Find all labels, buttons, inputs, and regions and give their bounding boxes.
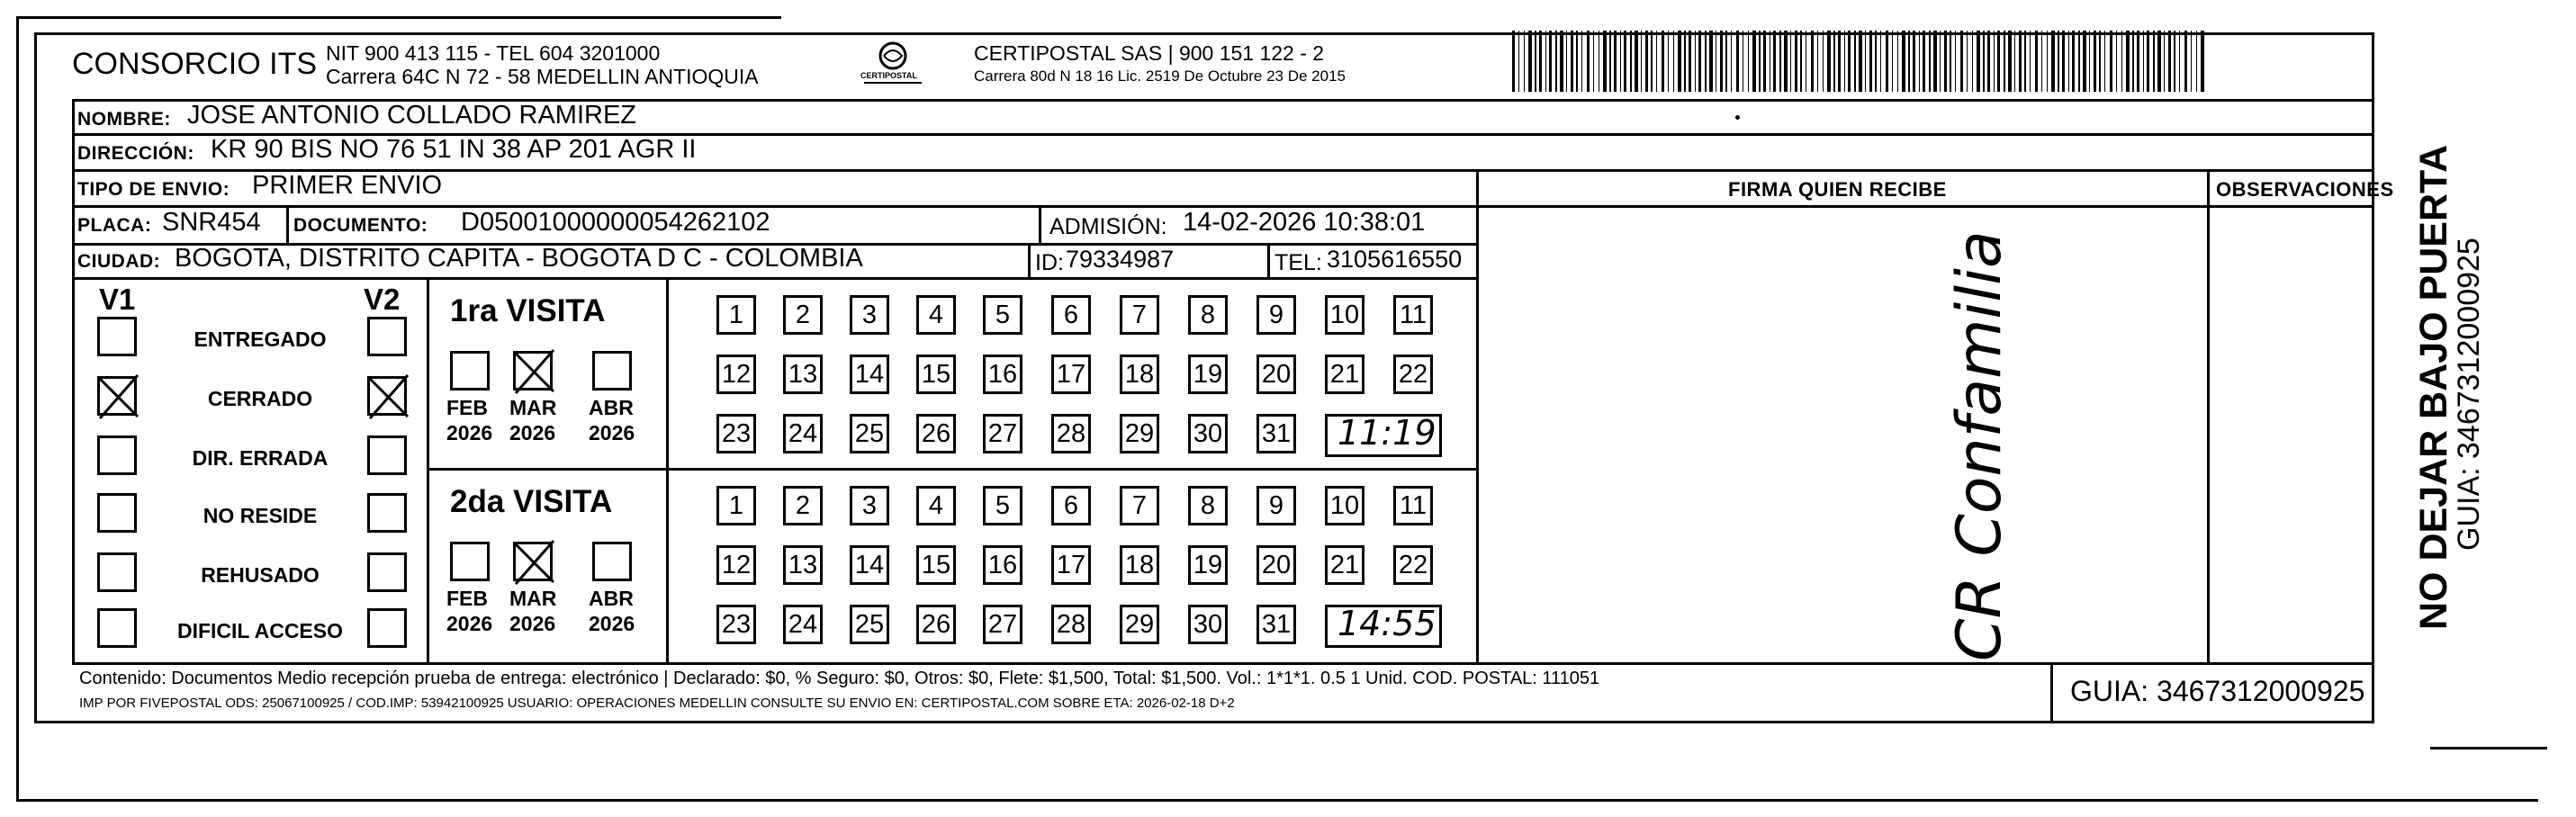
- barcode-bar: [2062, 31, 2065, 92]
- v1-label: V1: [99, 283, 136, 316]
- month-label: FEB: [446, 587, 488, 610]
- status-label: NO RESIDE: [203, 504, 318, 527]
- day-box[interactable]: 21: [1325, 355, 1365, 394]
- visit-title: 2da VISITA: [450, 484, 613, 519]
- barcode-bar: [1528, 31, 1532, 92]
- barcode-bar: [1817, 31, 1818, 92]
- status-label: REHUSADO: [201, 563, 320, 587]
- month-year: 2026: [589, 421, 635, 444]
- tipo-value: PRIMER ENVIO: [252, 171, 443, 200]
- barcode-bar: [2174, 31, 2175, 92]
- day-box[interactable]: 24: [783, 605, 823, 644]
- barcode-bar: [1662, 31, 1664, 92]
- bottom-edge-line: [1422, 799, 2538, 802]
- dot-mark: [1735, 115, 1740, 120]
- barcode-bar: [2008, 31, 2012, 92]
- day-box[interactable]: 7: [1120, 486, 1159, 525]
- direccion-label: DIRECCIÓN:: [77, 143, 194, 164]
- barcode-bar: [1689, 31, 1691, 92]
- day-box[interactable]: 30: [1188, 414, 1228, 453]
- barcode-bar: [1848, 31, 1851, 92]
- barcode-bar: [2089, 31, 2090, 92]
- month-year: 2026: [446, 612, 493, 635]
- barcode-bar: [1736, 31, 1739, 92]
- day-box[interactable]: 31: [1256, 414, 1296, 453]
- barcode-bar: [1587, 31, 1590, 92]
- day-box[interactable]: 1: [716, 295, 756, 335]
- month-checkbox[interactable]: [513, 542, 553, 581]
- firma-header: FIRMA QUIEN RECIBE: [1728, 178, 1947, 201]
- barcode-bar: [1838, 31, 1841, 92]
- barcode-bar: [1593, 31, 1594, 92]
- barcode-bar: [1656, 31, 1657, 92]
- barcode-bar: [1844, 31, 1845, 92]
- day-box[interactable]: 17: [1051, 545, 1091, 585]
- day-box[interactable]: 29: [1120, 414, 1159, 453]
- barcode-bar: [2078, 31, 2080, 92]
- day-box[interactable]: 16: [983, 545, 1022, 585]
- barcode-bar: [1859, 31, 1862, 92]
- barcode-bar: [2019, 31, 2022, 92]
- day-box[interactable]: 14: [850, 355, 889, 394]
- day-box[interactable]: 1: [716, 486, 756, 525]
- admision-label: ADMISIÓN:: [1049, 214, 1167, 239]
- barcode-bar: [2121, 31, 2122, 92]
- documento-label: DOCUMENTO:: [293, 215, 428, 236]
- observaciones-header: OBSERVACIONES: [2216, 178, 2394, 201]
- status-v2-checkbox[interactable]: [367, 376, 407, 416]
- day-box[interactable]: 25: [850, 414, 889, 453]
- day-box[interactable]: 2: [783, 295, 823, 335]
- day-box[interactable]: 22: [1393, 355, 1433, 394]
- barcode-bar: [1827, 31, 1831, 92]
- barcode: [1512, 31, 2205, 92]
- status-v2-checkbox[interactable]: [367, 317, 407, 356]
- barcode-bar: [1880, 31, 1881, 92]
- barcode-bar: [1645, 31, 1648, 92]
- day-box[interactable]: 15: [916, 545, 956, 585]
- status-label: DIFICIL ACCESO: [176, 619, 343, 642]
- day-box[interactable]: 23: [716, 605, 756, 644]
- barcode-bar: [1539, 31, 1542, 92]
- barcode-bar: [1524, 31, 1525, 92]
- barcode-bar: [2137, 31, 2139, 92]
- certipostal-line1: CERTIPOSTAL SAS | 900 151 122 - 2: [974, 41, 1325, 65]
- company-address: Carrera 64C N 72 - 58 MEDELLIN ANTIOQUIA: [326, 65, 759, 88]
- day-box[interactable]: 29: [1120, 605, 1159, 644]
- month-year: 2026: [509, 421, 556, 444]
- barcode-bar: [2014, 31, 2015, 92]
- day-box[interactable]: 3: [850, 486, 889, 525]
- status-v2-checkbox[interactable]: [367, 608, 407, 648]
- placa-divider: [286, 205, 289, 243]
- day-box[interactable]: 13: [783, 545, 823, 585]
- barcode-bar: [1614, 31, 1617, 92]
- status-v1-checkbox[interactable]: [97, 493, 137, 533]
- day-box[interactable]: 27: [983, 605, 1022, 644]
- barcode-bar: [1933, 31, 1937, 92]
- barcode-bar: [1950, 31, 1951, 92]
- month-check-mark: [509, 537, 559, 588]
- placa-label: PLACA:: [77, 215, 152, 236]
- firma-header-line: [1476, 205, 2374, 208]
- visit-divider: [427, 468, 1476, 471]
- barcode-bar: [2164, 31, 2165, 92]
- barcode-bar: [1673, 31, 1674, 92]
- barcode-bar: [1684, 31, 1686, 92]
- barcode-bar: [1811, 31, 1814, 92]
- id-divider: [1028, 243, 1031, 277]
- day-box[interactable]: 3: [850, 295, 889, 335]
- footer-guia-divider: [2050, 662, 2053, 723]
- barcode-bar: [1624, 31, 1626, 92]
- status-v2-checkbox[interactable]: [367, 493, 407, 533]
- barcode-bar: [1902, 31, 1905, 92]
- certipostal-logo-icon: [857, 38, 929, 92]
- month-label: ABR: [589, 396, 634, 419]
- day-box[interactable]: 12: [716, 355, 756, 394]
- barcode-bar: [1875, 31, 1877, 92]
- side-guia: GUIA: 3467312000925: [2452, 238, 2486, 551]
- barcode-bar: [1630, 31, 1632, 92]
- barcode-bar: [1581, 31, 1582, 92]
- day-box[interactable]: 9: [1256, 295, 1296, 335]
- v2-check-mark: [363, 372, 413, 422]
- barcode-bar: [1709, 31, 1713, 92]
- month-year: 2026: [446, 421, 493, 444]
- tel-divider: [1267, 243, 1270, 277]
- day-box[interactable]: 4: [916, 486, 956, 525]
- barcode-bar: [1955, 31, 1956, 92]
- barcode-bar: [1512, 31, 1515, 92]
- month-checkbox[interactable]: [450, 542, 490, 581]
- documento-value: D05001000000054262102: [461, 208, 770, 237]
- day-box[interactable]: 11: [1393, 486, 1433, 525]
- row-line-6: [72, 277, 1476, 280]
- barcode-bar: [1759, 31, 1761, 92]
- day-box[interactable]: 10: [1325, 486, 1365, 525]
- barcode-bar: [1833, 31, 1835, 92]
- side-warning: NO DEJAR BAJO PUERTA: [2412, 144, 2455, 630]
- day-box[interactable]: 11: [1393, 295, 1433, 335]
- day-box[interactable]: 7: [1120, 295, 1159, 335]
- day-box[interactable]: 27: [983, 414, 1022, 453]
- month-label: FEB: [446, 396, 488, 419]
- certipostal-line2: Carrera 80d N 18 16 Lic. 2519 De Octubre 23 De 2015: [974, 67, 1346, 85]
- barcode-bar: [2191, 31, 2192, 92]
- barcode-bar: [1725, 31, 1727, 92]
- barcode-bar: [2058, 31, 2059, 92]
- barcode-bar: [1535, 31, 1536, 92]
- nombre-value: JOSE ANTONIO COLLADO RAMIREZ: [187, 101, 637, 130]
- day-box[interactable]: 26: [916, 414, 956, 453]
- barcode-bar: [1571, 31, 1573, 92]
- barcode-bar: [1977, 31, 1980, 92]
- barcode-bar: [1752, 31, 1756, 92]
- barcode-bar: [1897, 31, 1898, 92]
- day-box[interactable]: 8: [1188, 486, 1228, 525]
- top-edge-line: [16, 16, 781, 19]
- barcode-bar: [1773, 31, 1776, 92]
- day-box[interactable]: 4: [916, 295, 956, 335]
- barcode-bar: [1886, 31, 1888, 92]
- footer-line1: Contenido: Documentos Medio recepción prueba de entrega: electrónico | Declarado: $0, % Seguro: $0, Otros: $0, Flete: $1,500, Total: $1,500. Vol.: 1*1*1. 0.5 1 Unid. COD. POSTAL: 111051: [79, 669, 1600, 688]
- day-box[interactable]: 14: [850, 545, 889, 585]
- month-year: 2026: [589, 612, 635, 635]
- barcode-bar: [1960, 31, 1963, 92]
- month-label: ABR: [589, 587, 634, 610]
- footer-line2: IMP POR FIVEPOSTAL ODS: 25067100925 / COD.IMP: 53942100925 USUARIO: OPERACIONES MEDELLIN CONSULTE SU ENVIO EN: CERTIPOSTAL.COM SOBRE ETA: 2026-02-18 D+2: [79, 696, 1235, 711]
- month-checkbox[interactable]: [513, 351, 553, 391]
- status-v1-checkbox[interactable]: [97, 317, 137, 356]
- barcode-bar: [2072, 31, 2075, 92]
- barcode-bar: [1698, 31, 1701, 92]
- day-box[interactable]: 28: [1051, 605, 1091, 644]
- day-box[interactable]: 25: [850, 605, 889, 644]
- barcode-bar: [1576, 31, 1578, 92]
- barcode-bar: [1929, 31, 1931, 92]
- handwritten-observation-text: CR Confamilia: [1944, 230, 2015, 661]
- day-box[interactable]: 20: [1256, 545, 1296, 585]
- v2-label: V2: [364, 283, 401, 316]
- day-box[interactable]: 15: [916, 355, 956, 394]
- footer-top-line: [72, 662, 2374, 665]
- handwritten-time: 14:55: [1338, 604, 1437, 643]
- day-box[interactable]: 23: [716, 414, 756, 453]
- admision-value: 14-02-2026 10:38:01: [1183, 208, 1426, 237]
- barcode-bar: [1865, 31, 1866, 92]
- barcode-bar: [2132, 31, 2134, 92]
- barcode-bar: [1731, 31, 1732, 92]
- status-label: CERRADO: [207, 387, 313, 410]
- id-label: ID:: [1035, 250, 1064, 275]
- mid-right-edge-line: [2430, 747, 2547, 750]
- status-v1-checkbox[interactable]: [97, 376, 137, 416]
- barcode-bar: [1641, 31, 1642, 92]
- barcode-bar: [1800, 31, 1802, 92]
- barcode-bar: [2041, 31, 2042, 92]
- barcode-bar: [1560, 31, 1563, 92]
- status-v2-checkbox[interactable]: [367, 435, 407, 475]
- barcode-bar: [1923, 31, 1925, 92]
- status-label: ENTREGADO: [194, 328, 327, 351]
- barcode-bar: [2126, 31, 2130, 92]
- day-box[interactable]: 13: [783, 355, 823, 394]
- month-year: 2026: [509, 612, 556, 635]
- month-label: MAR: [509, 396, 557, 419]
- barcode-bar: [2051, 31, 2055, 92]
- barcode-bar: [1763, 31, 1766, 92]
- nombre-label: NOMBRE:: [77, 109, 171, 130]
- day-box[interactable]: 19: [1188, 355, 1228, 394]
- barcode-bar: [2143, 31, 2144, 92]
- day-box[interactable]: 18: [1120, 355, 1159, 394]
- barcode-bar: [1668, 31, 1669, 92]
- barcode-bar: [1678, 31, 1681, 92]
- obs-left-border: [2207, 169, 2210, 662]
- barcode-bar: [1944, 31, 1947, 92]
- barcode-bar: [1854, 31, 1856, 92]
- barcode-bar: [1892, 31, 1893, 92]
- day-box[interactable]: 20: [1256, 355, 1296, 394]
- day-box[interactable]: 28: [1051, 414, 1091, 453]
- barcode-bar: [1908, 31, 1910, 92]
- day-box[interactable]: 21: [1325, 545, 1365, 585]
- tel-label: TEL:: [1274, 250, 1322, 275]
- barcode-bar: [2104, 31, 2105, 92]
- day-box[interactable]: 24: [783, 414, 823, 453]
- day-box[interactable]: 6: [1051, 486, 1091, 525]
- barcode-bar: [1555, 31, 1557, 92]
- barcode-bar: [1651, 31, 1653, 92]
- day-box[interactable]: 31: [1256, 605, 1296, 644]
- day-box[interactable]: 22: [1393, 545, 1433, 585]
- barcode-bar: [1784, 31, 1788, 92]
- day-box[interactable]: 5: [983, 295, 1022, 335]
- barcode-bar: [2083, 31, 2086, 92]
- barcode-bar: [2035, 31, 2038, 92]
- barcode-bar: [1983, 31, 1985, 92]
- barcode-bar: [2099, 31, 2101, 92]
- barcode-bar: [1919, 31, 1920, 92]
- barcode-bar: [2184, 31, 2187, 92]
- month-checkbox[interactable]: [592, 351, 632, 391]
- barcode-bar: [1566, 31, 1567, 92]
- status-v1-checkbox[interactable]: [97, 552, 137, 592]
- barcode-bar: [2068, 31, 2069, 92]
- day-box[interactable]: 10: [1325, 295, 1365, 335]
- barcode-bar: [2030, 31, 2031, 92]
- barcode-bar: [1748, 31, 1749, 92]
- barcode-bar: [2157, 31, 2161, 92]
- barcode-bar: [2004, 31, 2005, 92]
- barcode-bar: [2024, 31, 2026, 92]
- barcode-bar: [2179, 31, 2180, 92]
- barcode-bar: [2116, 31, 2117, 92]
- barcode-bar: [1967, 31, 1968, 92]
- admision-divider: [1039, 205, 1041, 243]
- barcode-bar: [1705, 31, 1707, 92]
- barcode-bar: [1940, 31, 1941, 92]
- barcode-bar: [1987, 31, 1990, 92]
- barcode-bar: [2110, 31, 2112, 92]
- barcode-bar: [1549, 31, 1552, 92]
- status-v1-checkbox[interactable]: [97, 608, 137, 648]
- barcode-bar: [2094, 31, 2096, 92]
- company-name: CONSORCIO ITS: [72, 47, 318, 81]
- company-nit: NIT 900 413 115 - TEL 604 3201000: [326, 41, 661, 65]
- barcode-bar: [2153, 31, 2155, 92]
- barcode-bar: [2168, 31, 2171, 92]
- barcode-bar: [1518, 31, 1519, 92]
- handwritten-time: 11:19: [1338, 413, 1437, 453]
- visit-title: 1ra VISITA: [450, 293, 606, 328]
- day-box[interactable]: 16: [983, 355, 1022, 394]
- day-box[interactable]: 8: [1188, 295, 1228, 335]
- logo-text: CERTIPOSTAL: [860, 71, 917, 80]
- direccion-value: KR 90 BIS NO 76 51 IN 38 AP 201 AGR II: [211, 135, 697, 164]
- ciudad-value: BOGOTA, DISTRITO CAPITA - BOGOTA D C - COLOMBIA: [175, 244, 863, 273]
- barcode-bar: [2047, 31, 2048, 92]
- barcode-bar: [1790, 31, 1791, 92]
- footer-guia: GUIA: 3467312000925: [2070, 675, 2365, 707]
- barcode-bar: [1695, 31, 1696, 92]
- status-v2-checkbox[interactable]: [367, 552, 407, 592]
- day-box[interactable]: 30: [1188, 605, 1228, 644]
- day-box[interactable]: 18: [1120, 545, 1159, 585]
- barcode-bar: [1795, 31, 1797, 92]
- month-check-mark: [509, 346, 559, 397]
- barcode-bar: [1913, 31, 1915, 92]
- day-box[interactable]: 6: [1051, 295, 1091, 335]
- day-box[interactable]: 12: [716, 545, 756, 585]
- placa-value: SNR454: [162, 208, 261, 237]
- barcode-bar: [1545, 31, 1546, 92]
- barcode-bar: [2196, 31, 2197, 92]
- barcode-bar: [1869, 31, 1872, 92]
- status-v1-checkbox[interactable]: [97, 435, 137, 475]
- day-box[interactable]: 9: [1256, 486, 1296, 525]
- barcode-bar: [1997, 31, 2000, 92]
- v1-check-mark: [93, 372, 143, 422]
- id-value: 79334987: [1066, 246, 1175, 273]
- form-left-edge: [72, 99, 75, 664]
- month-checkbox[interactable]: [592, 542, 632, 581]
- day-box[interactable]: 2: [783, 486, 823, 525]
- barcode-bar: [1779, 31, 1781, 92]
- barcode-bar: [1620, 31, 1621, 92]
- firma-left-border: [1476, 169, 1479, 662]
- barcode-bar: [2147, 31, 2149, 92]
- barcode-bar: [1635, 31, 1638, 92]
- barcode-bar: [1972, 31, 1973, 92]
- status-label: DIR. ERRADA: [192, 446, 329, 470]
- tel-value: 3105616550: [1327, 246, 1463, 273]
- barcode-bar: [1720, 31, 1723, 92]
- tipo-label: TIPO DE ENVIO:: [77, 179, 230, 200]
- day-box[interactable]: 19: [1188, 545, 1228, 585]
- barcode-bar: [1823, 31, 1824, 92]
- day-box[interactable]: 17: [1051, 355, 1091, 394]
- month-checkbox[interactable]: [450, 351, 490, 391]
- barcode-bar: [1994, 31, 1995, 92]
- day-box[interactable]: 26: [916, 605, 956, 644]
- barcode-bar: [1603, 31, 1607, 92]
- day-box[interactable]: 5: [983, 486, 1022, 525]
- month-label: MAR: [509, 587, 557, 610]
- barcode-bar: [2201, 31, 2204, 92]
- barcode-bar: [1609, 31, 1611, 92]
- ciudad-label: CIUDAD:: [77, 251, 161, 272]
